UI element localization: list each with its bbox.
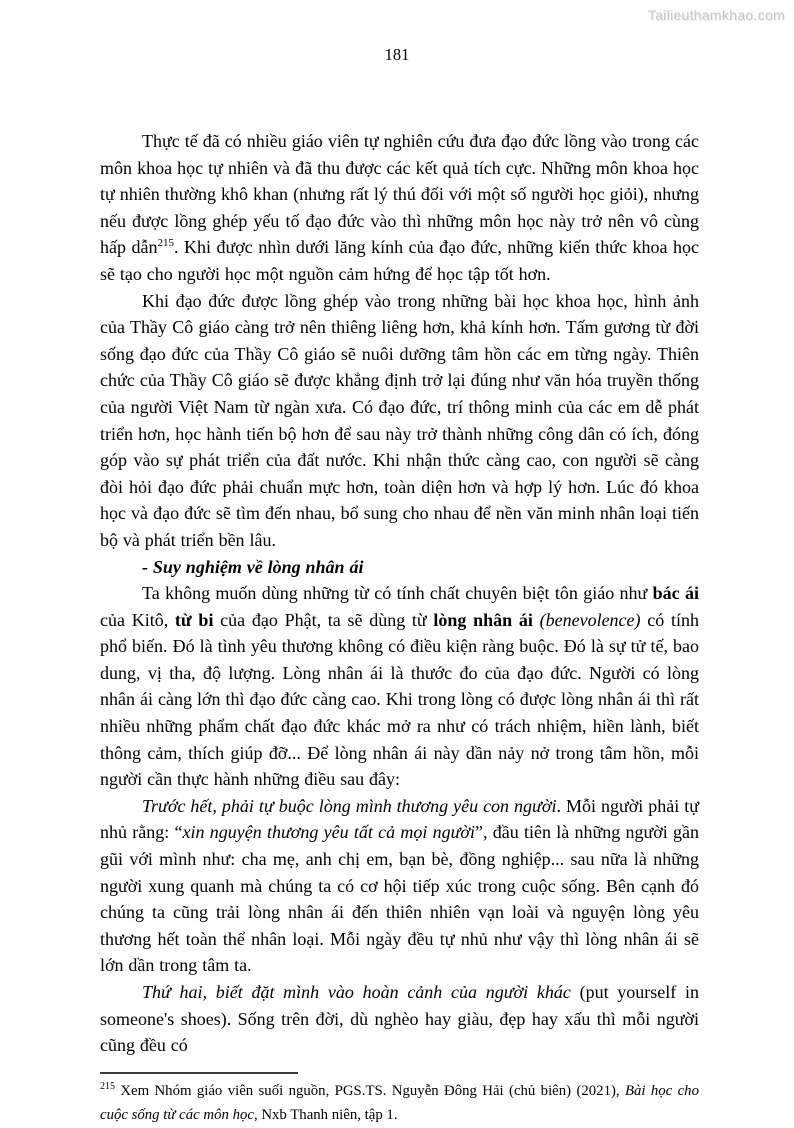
- paragraph: [100, 288, 699, 554]
- text-segment: (put yourself in someone's shoes). Sống trên đời, dù nghèo hay giàu, đẹp hay xấu thì mỗi người cũng đều có: [100, 982, 699, 1056]
- text-segment: lòng nhân ái: [433, 609, 533, 630]
- text-segment: ”, đầu tiên là những người gần gũi với mình như: cha mẹ, anh chị em, bạn bè, đồng nghiệp... sau nữa là những người xung quanh mà chúng ta có cơ hội tiếp xúc trong cuộc sống. Bên cạnh đó chúng ta cũng trải lòng nhân ái đến thiên nhiên vạn loài và nguyện lòng yêu thương hết toàn thể nhân loại. Mỗi ngày đều tự nhủ như vậy thì lòng nhân ái sẽ lớn dần trong tâm ta.: [100, 822, 699, 976]
- text-segment: , Nxb Thanh niên, tập 1.: [253, 1107, 398, 1124]
- text-segment: Ta không muốn dùng những từ có tính chất chuyên biệt tôn giáo như: [142, 583, 653, 604]
- text-segment: Bài học cho cuộc sống từ các môn học: [100, 1082, 699, 1124]
- footnote-ref: 215: [157, 237, 174, 250]
- text-segment: [533, 610, 540, 630]
- section-heading: [100, 554, 699, 581]
- text-segment: của đạo Phật, ta sẽ dùng từ: [213, 609, 434, 630]
- paragraph: [100, 580, 699, 793]
- text-segment: xin nguyện thương yêu tất cả mọi người: [182, 822, 476, 843]
- watermark-text: Tailieuthamkhao.com: [647, 7, 785, 23]
- body-text: [100, 128, 699, 1059]
- text-segment: Khi đạo đức được lồng ghép vào trong những bài học khoa học, hình ảnh của Thầy Cô giáo càng trở nên thiêng liêng hơn, khả kính hơn. Tấm gương từ đời sống đạo đức của Thầy Cô giáo sẽ nuôi dưỡng tâm hồn các em từng ngày. Thiên chức của Thầy Cô giáo sẽ được khẳng định trở lại đúng như văn hóa truyền thống của người Việt Nam từ ngàn xưa. Có đạo đức, trí thông minh của các em dễ phát triển hơn, học hành tiến bộ hơn để sau này trở thành những công dân có ích, đóng góp vào sự phát triển của đất nước. Khi nhận thức càng cao, con người sẽ càng đòi hỏi đạo đức phải chuẩn mực hơn, toàn diện hơn và hợp lý hơn. Lúc đó khoa học và đạo đức sẽ tìm đến nhau, bổ sung cho nhau để nền văn minh nhân loại tiến bộ và phát triển bền lâu.: [100, 290, 699, 550]
- text-segment: Xem Nhóm giáo viên suối nguồn, PGS.TS. Nguyễn Đông Hải (chủ biên) (2021),: [115, 1082, 625, 1099]
- text-segment: có tính phổ biến. Đó là tình yêu thương không có điều kiện ràng buộc. Đó là sự tử tế, bao dung, vị tha, độ lượng. Lòng nhân ái là thước đo của đạo đức. Người có lòng nhân ái càng lớn thì đạo đức càng cao. Khi trong lòng có được lòng nhân ái thì rất nhiều những phẩm chất đạo đức khác mở ra như có trách nhiệm, hiền lành, biết thông cảm, thích giúp đỡ... Để lòng nhân ái này dần nảy nở trong tâm hồn, mỗi người cần thực hành những điều sau đây:: [100, 609, 699, 790]
- text-segment: Thứ hai, biết đặt mình vào hoàn cảnh của người khác: [142, 982, 571, 1002]
- text-segment: - Suy nghiệm về lòng nhân ái: [142, 556, 364, 577]
- text-segment: từ bi: [174, 609, 214, 630]
- page-number: 181: [384, 45, 410, 64]
- text-segment: (benevolence): [539, 609, 641, 630]
- page-content: [100, 128, 699, 1128]
- footnote-separator: [100, 1072, 298, 1074]
- footnote-text: [100, 1079, 699, 1128]
- text-segment: bác ái: [652, 583, 699, 604]
- paragraph: [100, 128, 699, 288]
- text-segment: . Khi được nhìn dưới lăng kính của đạo đức, những kiến thức khoa học sẽ tạo cho người học một nguồn cảm hứng để học tập tốt hơn.: [100, 237, 699, 284]
- text-segment: . Mỗi người phải tự nhủ rằng: “: [100, 795, 699, 843]
- paragraph: [100, 979, 699, 1059]
- footnote-marker: 215: [100, 1080, 115, 1092]
- text-segment: Thực tế đã có nhiều giáo viên tự nghiên cứu đưa đạo đức lồng vào trong các môn khoa học tự nhiên và đã thu được các kết quả tích cực. Những môn khoa học tự nhiên thường khô khan (nhưng rất lý thú đối với một số người học giỏi), nhưng nếu được lồng ghép yếu tố đạo đức vào thì những môn học này trở nên vô cùng hấp dẫn: [100, 131, 699, 258]
- text-segment: của Kitô,: [100, 609, 175, 630]
- text-segment: Trước hết, phải tự buộc lòng mình thương yêu con người: [142, 795, 557, 816]
- paragraph: [100, 793, 699, 979]
